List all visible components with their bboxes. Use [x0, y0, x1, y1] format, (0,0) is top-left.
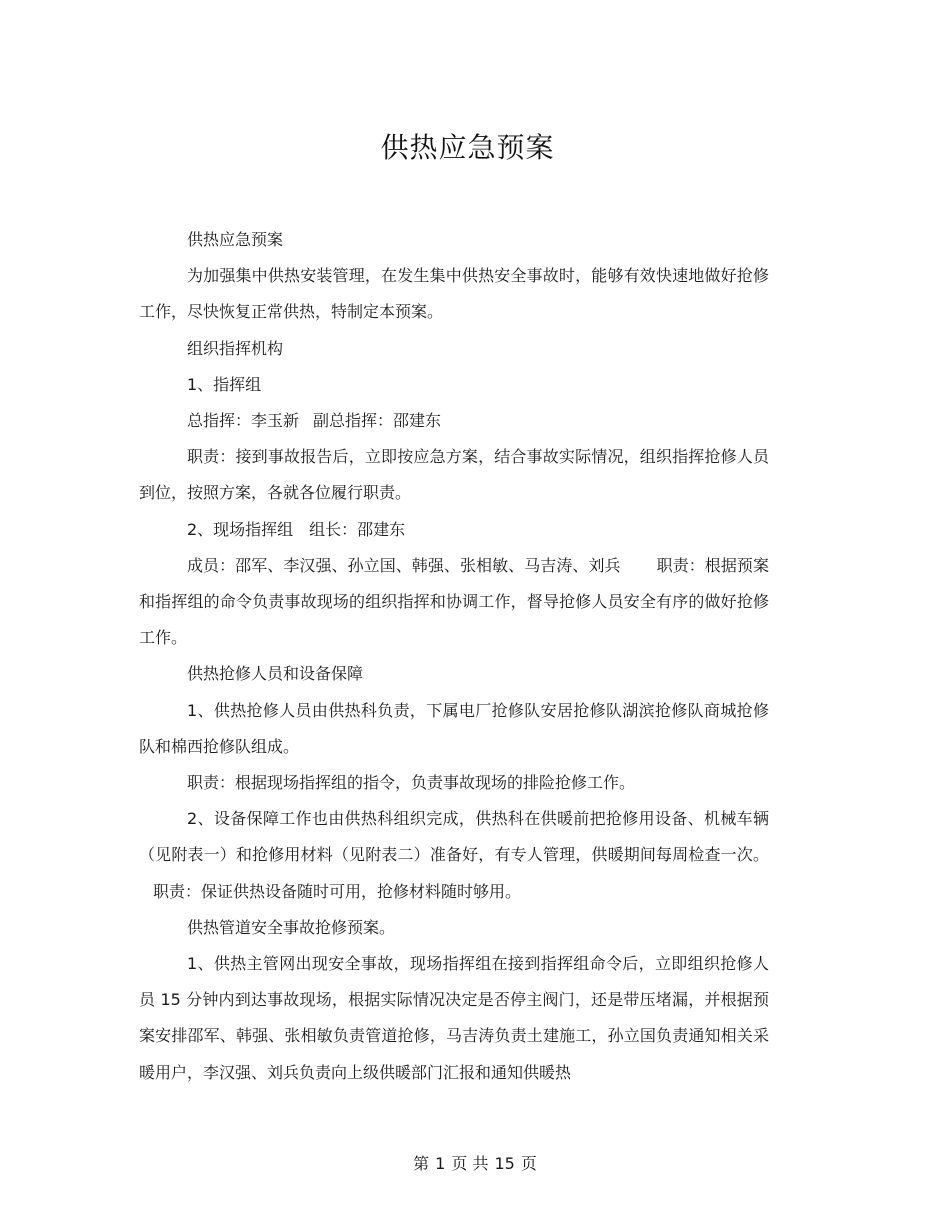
site-members: 成员：邵军、李汉强、孙立国、韩强、张相敏、马吉涛、刘兵: [187, 555, 621, 575]
footer-middle: 页 共: [451, 1154, 489, 1173]
paragraph-site-group: 2、现场指挥组 组长：邵建东: [187, 519, 406, 539]
paragraph-section-pipeline: 供热管道安全事故抢修预案。: [187, 917, 396, 937]
document-body: [139, 222, 769, 1091]
chief-commander: 总指挥：李玉新: [187, 411, 300, 431]
paragraph-section-org: 组织指挥机构: [187, 338, 284, 358]
page-footer: [0, 1152, 950, 1176]
paragraph-command-duty: 职责：接到事故报告后，立即按应急方案，结合事故实际情况，组织指挥抢修人员到位，按照方案，各就各位履行职责。: [139, 447, 769, 503]
site-duty: 职责：根据预案和指挥组的命令负责事故现场的组织指挥和协调工作，督导抢修人员安全有序的做好抢修工作。: [139, 555, 769, 648]
equipment-text: 2、设备保障工作也由供热科组织完成，供热科在供暖前把抢修用设备、机械车辆（见附表一）和抢修用材料（见附表二）准备好，有专人管理，供暖期间每周检查一次。: [139, 809, 769, 865]
paragraph-repair-staff: 1、供热抢修人员由供热科负责，下属电厂抢修队安居抢修队湖滨抢修队商城抢修队和棉西抢修队组成。: [139, 700, 769, 756]
paragraph-heading: 供热应急预案: [187, 230, 284, 249]
footer-total-pages: 15: [494, 1154, 515, 1173]
paragraph-repair-duty: 职责：根据现场指挥组的指令，负责事故现场的排险抢修工作。: [187, 773, 636, 793]
footer-page-number: 1: [435, 1154, 446, 1173]
paragraph-commanders: [139, 403, 769, 439]
paragraph-site-members: [139, 548, 769, 657]
page-title: 供热应急预案: [380, 131, 555, 164]
paragraph-equipment: [139, 801, 769, 910]
equipment-duty: 职责：保证供热设备随时可用，抢修材料随时够用。: [153, 881, 522, 901]
paragraph-command-group: 1、指挥组: [187, 374, 262, 394]
footer-prefix: 第: [413, 1154, 430, 1173]
paragraph-intro: 为加强集中供热安装管理，在发生集中供热安全事故时，能够有效快速地做好抢修工作，尽快恢复正常供热，特制定本预案。: [139, 266, 769, 322]
deputy-commander: 副总指挥：邵建东: [313, 411, 442, 431]
paragraph-section-staff: 供热抢修人员和设备保障: [187, 664, 364, 684]
footer-suffix: 页: [520, 1154, 537, 1173]
paragraph-pipeline-plan: 1、供热主管网出现安全事故，现场指挥组在接到指挥组命令后，立即组织抢修人员 15 分钟内到达事故现场，根据实际情况决定是否停主阀门，还是带压堵漏，并根据预案安排邵军、韩强、张相敏负责管道抢修，马吉涛负责土建施工，孙立国负责通知相关采暖用户，李汉强、刘兵负责向上级供暖部门汇报和通知供暖热: [139, 954, 769, 1082]
